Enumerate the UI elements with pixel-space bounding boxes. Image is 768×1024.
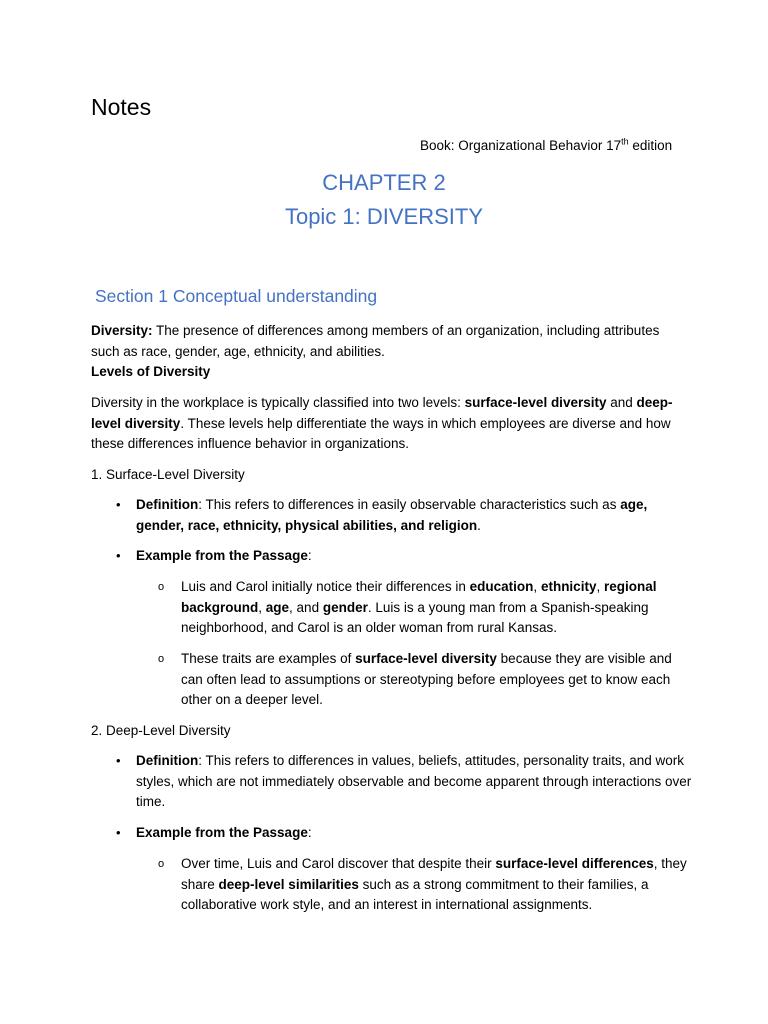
chapter-title: CHAPTER 2 <box>322 170 446 195</box>
bullet-icon: • <box>116 497 121 512</box>
bold-text: age <box>265 599 290 615</box>
deep-example-1 <box>181 854 691 916</box>
bold-text: age, gender, race, ethnicity, physical abilities, and religion <box>136 497 648 533</box>
text: Over time, Luis and Carol discover that despite their <box>181 856 496 871</box>
notes-heading: Notes <box>91 94 152 120</box>
levels-heading: Levels of Diversity <box>91 364 211 379</box>
surface-example-1 <box>181 577 691 639</box>
bold-text: Example from the Passage <box>136 825 308 840</box>
text: and <box>606 395 637 410</box>
text: , they share <box>181 856 687 892</box>
section-heading: Section 1 Conceptual understanding <box>95 286 378 306</box>
bold-text: gender <box>322 599 368 615</box>
surface-example-2 <box>181 649 691 711</box>
bold-text: surface-level diversity <box>355 651 497 666</box>
bold-text: Definition <box>136 497 199 512</box>
surface-example-label <box>136 546 696 567</box>
text: Diversity in the workplace is typically classified into two levels: <box>91 395 465 410</box>
deep-level-heading: 2. Deep-Level Diversity <box>91 723 231 738</box>
bold-text: surface-level differences <box>495 856 654 871</box>
bullet-icon: • <box>116 825 121 840</box>
bullet-icon: • <box>116 753 121 768</box>
text: , and <box>289 599 323 615</box>
bold-text: education <box>469 579 534 594</box>
bold-text: surface-level diversity <box>464 395 607 410</box>
text: : <box>307 548 312 563</box>
deep-definition <box>136 751 696 813</box>
definition-text: The presence of differences among members of an organization, including attributes such as race, gender, age, ethnicity, and abilities. <box>91 323 660 359</box>
text: . <box>477 517 481 533</box>
text: . These levels help differentiate the ways in which employees are diverse and how these differences influence behavior in organizations. <box>91 415 671 451</box>
levels-paragraph <box>91 393 691 455</box>
deep-example-label <box>136 823 696 844</box>
text: : This refers to differences in easily observable characteristics such as <box>198 497 621 512</box>
text: : <box>307 825 312 840</box>
bold-text: deep-level similarities <box>218 876 359 892</box>
text: Luis and Carol initially notice their differences in <box>181 579 470 594</box>
text: These traits are examples of <box>181 651 356 666</box>
text: : This refers to differences in values, beliefs, attitudes, personality traits, and work styles, which are not immediately observable and become apparent through interactions over time. <box>136 753 692 809</box>
text: , <box>533 579 541 594</box>
bullet-icon: • <box>116 548 121 563</box>
bold-text: Definition <box>136 753 199 768</box>
text: , <box>258 599 266 615</box>
bold-text: regional background <box>181 579 657 615</box>
book-text: Book: Organizational Behavior 17 <box>420 138 622 153</box>
book-superscript: th <box>621 136 629 147</box>
circle-bullet-icon: o <box>158 581 165 593</box>
circle-bullet-icon: o <box>158 858 165 870</box>
text: such as a strong commitment to their families, a collaborative work style, and an interest in international assignments. <box>181 876 649 912</box>
diversity-definition <box>91 321 691 362</box>
term: Diversity: <box>91 323 153 338</box>
text: . Luis is a young man from a Spanish-speaking neighborhood, and Carol is an older woman from rural Kansas. <box>181 599 649 635</box>
circle-bullet-icon: o <box>158 653 165 665</box>
surface-definition <box>136 495 696 536</box>
text: because they are visible and can often lead to assumptions or stereotyping before employees get to know each other on a deeper level. <box>181 651 672 707</box>
surface-level-heading: 1. Surface-Level Diversity <box>91 467 245 482</box>
topic-title: Topic 1: DIVERSITY <box>284 204 484 229</box>
book-text-tail: edition <box>628 138 673 153</box>
text: , <box>596 579 604 594</box>
bold-text: Example from the Passage <box>136 548 308 563</box>
bold-text: ethnicity <box>540 579 597 594</box>
bold-text: deep-level diversity <box>91 395 673 431</box>
book-reference <box>420 138 672 153</box>
